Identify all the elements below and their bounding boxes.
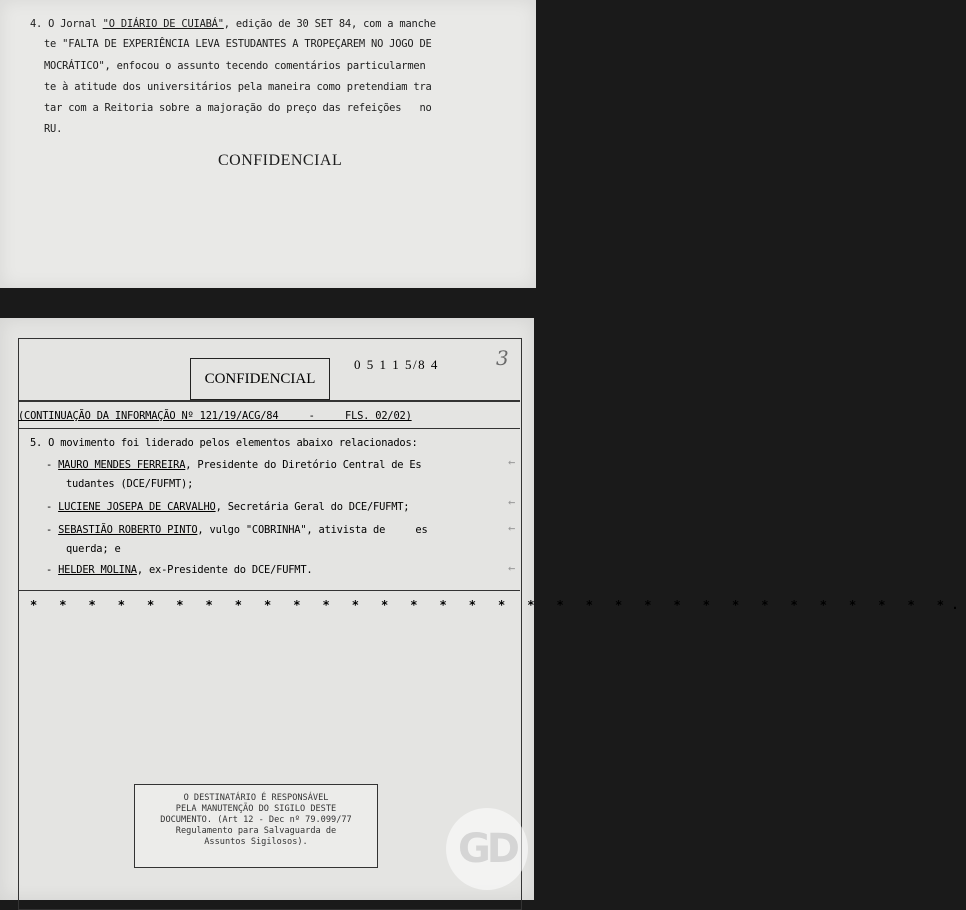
margin-arrow-icon: ← bbox=[508, 455, 516, 469]
handwritten-page-number: 3 bbox=[496, 346, 509, 370]
item4-line1: 4. O Jornal "O DIÁRIO DE CUIABÁ", edição de 30 SET 84, com a manche bbox=[30, 18, 436, 30]
star-separator: * * * * * * * * * * * * * * * * * * * * * * * * * * * * * * * *. bbox=[30, 598, 966, 612]
person-1-cont: tudantes (DCE/FUFMT); bbox=[66, 478, 194, 490]
item4-line3: MOCRÁTICO", enfocou o assunto tecendo comentários particularmen bbox=[44, 60, 426, 72]
item4-line6: RU. bbox=[44, 123, 63, 135]
list-rule bbox=[18, 590, 520, 591]
person-4-line: - HELDER MOLINA, ex-Presidente do DCE/FUFMT. bbox=[46, 564, 313, 576]
margin-arrow-icon: ← bbox=[508, 521, 516, 535]
header-rule bbox=[18, 400, 520, 402]
margin-arrow-icon: ← bbox=[508, 495, 516, 509]
secrecy-stamp-line: O DESTINATÁRIO É RESPONSÁVEL bbox=[183, 793, 329, 803]
confidential-stamp bbox=[190, 358, 330, 400]
confidential-footer: CONFIDENCIAL bbox=[218, 152, 343, 169]
item4-line4: te à atitude dos universitários pela maneira como pretendiam tra bbox=[44, 81, 432, 93]
secrecy-stamp-line: DOCUMENTO. (Art 12 - Dec nº 79.099/77 bbox=[160, 815, 352, 825]
secrecy-stamp bbox=[134, 784, 378, 868]
document-number: 0 5 1 1 5/8 4 bbox=[354, 357, 439, 372]
item4-line5: tar com a Reitoria sobre a majoração do preço das refeições no bbox=[44, 102, 432, 114]
person-3-line: - SEBASTIÃO ROBERTO PINTO, vulgo "COBRINHA", ativista de es bbox=[46, 524, 428, 536]
secrecy-stamp-line: Assuntos Sigilosos). bbox=[204, 837, 308, 847]
margin-arrow-icon: ← bbox=[508, 561, 516, 575]
watermark-logo: GD bbox=[446, 808, 528, 890]
secrecy-stamp-line: PELA MANUTENÇÃO DO SIGILO DESTE bbox=[175, 804, 337, 814]
continuation-rule bbox=[18, 428, 520, 429]
continuation-line: (CONTINUAÇÃO DA INFORMAÇÃO Nº 121/19/ACG/84 - FLS. 02/02) bbox=[18, 410, 412, 422]
document-page-top bbox=[0, 0, 536, 288]
confidential-stamp-text: CONFIDENCIAL bbox=[204, 370, 316, 387]
item5-intro: 5. O movimento foi liderado pelos elementos abaixo relacionados: bbox=[30, 437, 418, 449]
person-1-line: - MAURO MENDES FERREIRA, Presidente do Diretório Central de Es bbox=[46, 459, 422, 471]
secrecy-stamp-line: Regulamento para Salvaguarda de bbox=[175, 826, 337, 836]
person-2-line: - LUCIENE JOSEPA DE CARVALHO, Secretária Geral do DCE/FUFMT; bbox=[46, 501, 410, 513]
person-3-cont: querda; e bbox=[66, 543, 121, 555]
item4-line2: te "FALTA DE EXPERIÊNCIA LEVA ESTUDANTES A TROPEÇAREM NO JOGO DE bbox=[44, 38, 432, 50]
